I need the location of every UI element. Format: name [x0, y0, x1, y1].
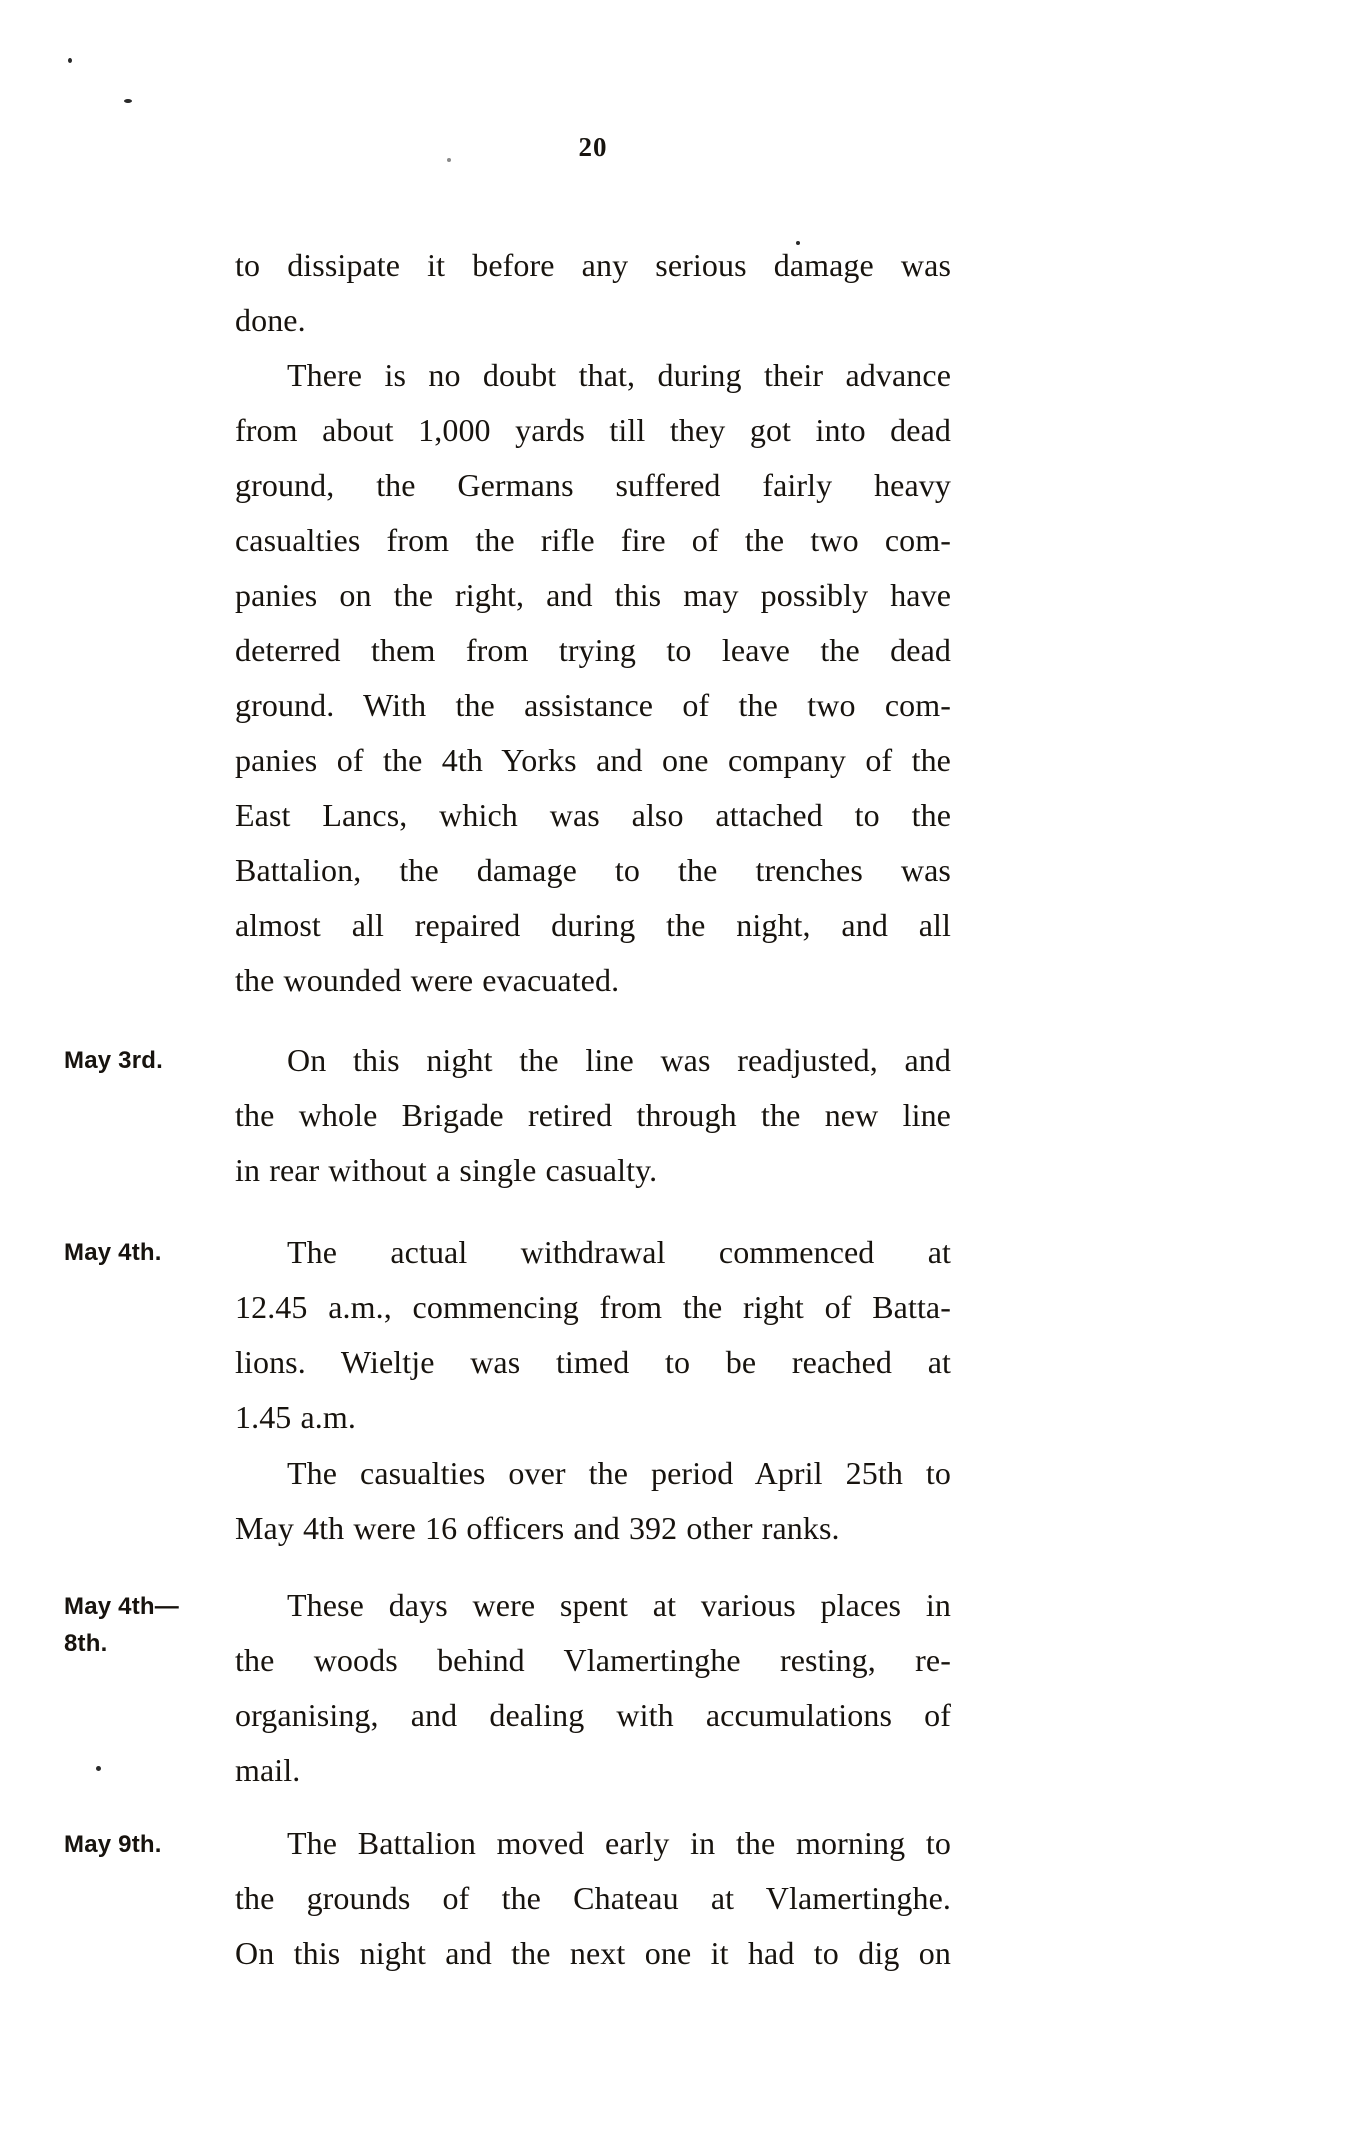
margin-note-paragraph-may-4th [64, 1234, 234, 1271]
text-line: May 4th were 16 officers and 392 other ranks. [235, 1510, 840, 1546]
margin-note-line: May 9th. [64, 1831, 162, 1858]
text-line: the wounded were evacuated. [235, 962, 620, 998]
margin-note-line: May 4th. [64, 1239, 162, 1266]
margin-note-paragraph-may-3rd [64, 1042, 234, 1079]
text-line: the whole Brigade retired through the new line [235, 1097, 951, 1133]
text-line: ground, the Germans suffered fairly heavy [235, 467, 951, 503]
scan-speck [447, 158, 451, 162]
text-line: panies of the 4th Yorks and one company of the [235, 742, 951, 778]
text-line: the woods behind Vlamertinghe resting, re- [235, 1642, 951, 1678]
text-line: done. [235, 302, 306, 338]
text-line: Battalion, the damage to the trenches was [235, 852, 951, 888]
scan-speck [96, 1766, 101, 1771]
margin-note-line: May 3rd. [64, 1047, 163, 1074]
text-line: organising, and dealing with accumulations of [235, 1697, 951, 1733]
margin-note-paragraph-may-4th-8th [64, 1588, 234, 1662]
text-line: lions. Wieltje was timed to be reached at [235, 1344, 951, 1380]
margin-note-line: May 4th— [64, 1593, 179, 1620]
text-line: from about 1,000 yards till they got into dead [235, 412, 951, 448]
text-line: almost all repaired during the night, and all [235, 907, 951, 943]
text-line: to dissipate it before any serious damage was [235, 247, 951, 283]
text-line: the grounds of the Chateau at Vlamertinghe. [235, 1880, 951, 1916]
text-line: On this night the line was readjusted, and [287, 1042, 951, 1078]
margin-note-paragraph-may-9th [64, 1826, 234, 1863]
text-line: These days were spent at various places in [287, 1587, 951, 1623]
text-line: East Lancs, which was also attached to the [235, 797, 951, 833]
text-line: The actual withdrawal commenced at [287, 1234, 951, 1270]
paragraph-may-4th [235, 1225, 951, 1445]
text-line: The casualties over the period April 25th to [287, 1455, 951, 1491]
paragraph-german-advance [235, 348, 951, 1008]
text-line: casualties from the rifle fire of the two com- [235, 522, 951, 558]
text-line: On this night and the next one it had to dig on [235, 1935, 951, 1971]
text-line: in rear without a single casualty. [235, 1152, 658, 1188]
paragraph-may-3rd [235, 1033, 951, 1198]
paragraph-may-9th [235, 1816, 951, 1981]
paragraph-casualties [235, 1446, 951, 1556]
scan-speck [68, 58, 72, 63]
text-line: There is no doubt that, during their advance [287, 357, 951, 393]
text-line: 1.45 a.m. [235, 1399, 356, 1435]
paragraph-continuation [235, 238, 951, 348]
text-line: 12.45 a.m., commencing from the right of Batta- [235, 1289, 951, 1325]
text-line: mail. [235, 1752, 301, 1788]
text-line: ground. With the assistance of the two com- [235, 687, 951, 723]
text-line: deterred them from trying to leave the dead [235, 632, 951, 668]
paragraph-may-4th-8th [235, 1578, 951, 1798]
scan-speck [796, 241, 800, 245]
page-number: 20 [578, 132, 608, 162]
text-line: The Battalion moved early in the morning to [287, 1825, 951, 1861]
scan-speck [124, 99, 132, 103]
margin-note-line: 8th. [64, 1630, 108, 1657]
text-line: panies on the right, and this may possibly have [235, 577, 951, 613]
